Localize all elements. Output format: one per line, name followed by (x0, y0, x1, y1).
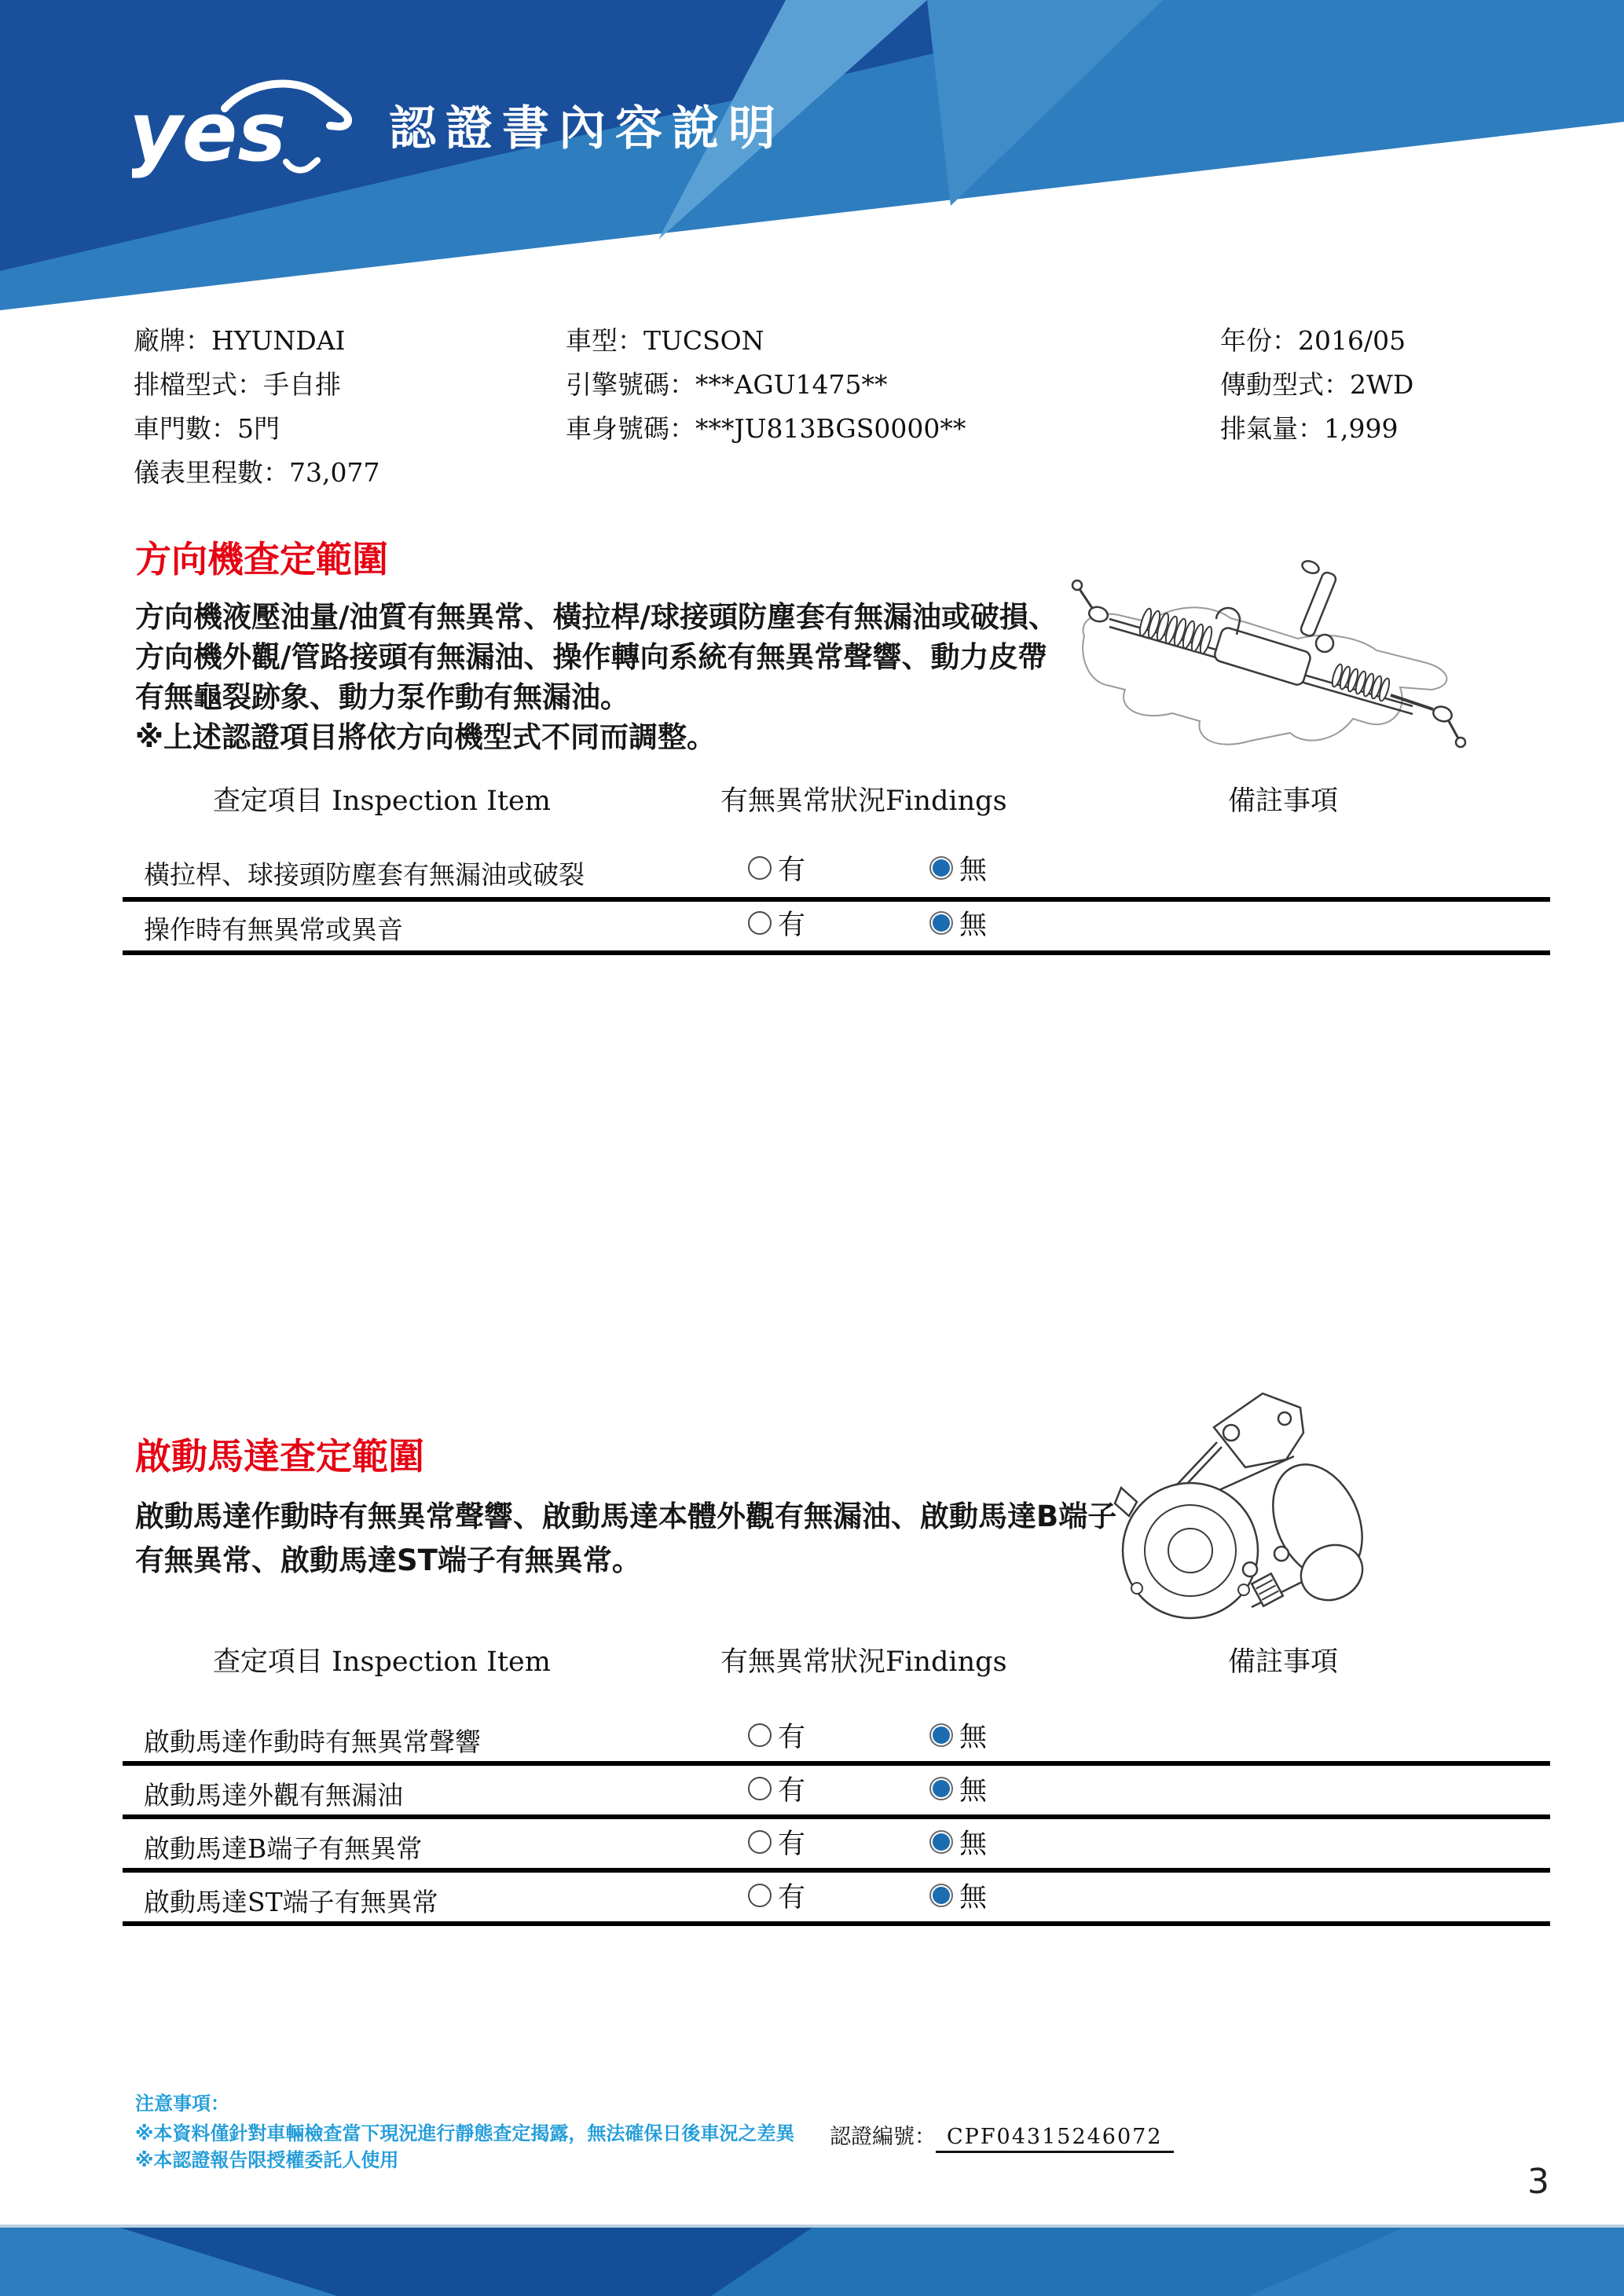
section-description-line: 有無異常、啟動馬達ST端子有無異常。 (135, 1543, 641, 1577)
radio-no[interactable] (929, 1723, 953, 1747)
cert-number-line (830, 2119, 1174, 2150)
inspection-item-label: 操作時有無異常或異音 (144, 914, 403, 945)
radio-yes-label: 有 (778, 1829, 806, 1860)
finding-no (929, 852, 987, 884)
radio-yes-label: 有 (778, 1882, 806, 1913)
finding-yes (748, 907, 805, 939)
footer-banner (0, 2225, 1624, 2296)
engine-number-field: 引擎號碼：***AGU1475** (566, 369, 888, 400)
header-banner (0, 0, 1624, 369)
yes-logo (132, 72, 383, 178)
row-divider (123, 1868, 1550, 1873)
drivetrain-field: 傳動型式：2WD (1220, 369, 1414, 400)
door-count-field: 車門數：5門 (134, 413, 280, 444)
radio-yes[interactable] (748, 1723, 772, 1747)
column-header-findings: 有無異常狀況Findings (720, 1646, 1007, 1678)
year-field: 年份：2016/05 (1220, 325, 1406, 356)
row-divider (123, 1761, 1550, 1766)
body-number-field: 車身號碼：***JU813BGS0000** (566, 413, 966, 444)
cert-number: CPF04315246072 (936, 2125, 1174, 2153)
radio-yes[interactable] (748, 1777, 772, 1800)
logo-text: yes (132, 84, 287, 178)
mileage-field: 儀表里程數：73,077 (134, 457, 380, 488)
section-description-line: 有無龜裂跡象、動力泵作動有無漏油。 (135, 680, 629, 714)
radio-no-label: 無 (959, 1829, 988, 1860)
column-header-findings: 有無異常狀況Findings (720, 785, 1007, 817)
row-divider (123, 897, 1550, 902)
section-description-line: 啟動馬達作動時有無異常聲響、啟動馬達本體外觀有無漏油、啟動馬達B端子 (135, 1500, 1117, 1533)
radio-yes-label: 有 (778, 1722, 806, 1753)
gearbox-type-field: 排檔型式：手自排 (134, 369, 341, 400)
notice-title: 注意事項： (135, 2093, 229, 2115)
page-title: 認證書內容說明 (389, 101, 785, 156)
radio-yes[interactable] (748, 856, 772, 880)
finding-no (929, 1719, 987, 1751)
column-header-item: 查定項目 Inspection Item (213, 785, 551, 817)
model-field: 車型：TUCSON (566, 325, 764, 356)
finding-yes (748, 1826, 805, 1858)
radio-yes-label: 有 (778, 1775, 806, 1807)
brand-field: 廠牌：HYUNDAI (134, 325, 346, 356)
radio-no-label: 無 (959, 1722, 988, 1753)
inspection-item-label: 啟動馬達ST端子有無異常 (144, 1887, 438, 1917)
radio-yes[interactable] (748, 911, 772, 935)
displacement-field: 排氣量：1,999 (1220, 413, 1399, 444)
column-header-remarks: 備註事項 (1228, 785, 1339, 817)
notice-line: ※本資料僅針對車輛檢查當下現況進行靜態查定揭露，無法確保日後車況之差異 (135, 2122, 795, 2144)
radio-no[interactable] (929, 1777, 953, 1800)
finding-yes (748, 1880, 805, 1911)
inspection-item-label: 橫拉桿、球接頭防塵套有無漏油或破裂 (144, 859, 585, 890)
notice-line: ※本認證報告限授權委託人使用 (135, 2149, 399, 2171)
page-number: 3 (1527, 2162, 1549, 2202)
starter-motor-illustration (1096, 1384, 1410, 1635)
section-description-line: ※上述認證項目將依方向機型式不同而調整。 (135, 720, 716, 754)
finding-yes (748, 1773, 806, 1807)
section-title-steering: 方向機查定範圍 (135, 538, 388, 580)
radio-no[interactable] (929, 911, 953, 935)
cert-label: 認證編號： (830, 2125, 936, 2149)
radio-yes[interactable] (748, 1884, 772, 1907)
inspection-item-label: 啟動馬達B端子有無異常 (144, 1833, 423, 1864)
section-description-line: 方向機液壓油量/油質有無異常、橫拉桿/球接頭防塵套有無漏油或破損、 (135, 600, 1058, 634)
steering-rack-illustration (1061, 544, 1485, 764)
finding-no (929, 907, 987, 939)
radio-no-label: 無 (959, 910, 988, 941)
finding-yes (748, 1719, 805, 1751)
finding-no (929, 1773, 988, 1807)
finding-yes (748, 852, 805, 884)
radio-no[interactable] (929, 1830, 953, 1854)
radio-no[interactable] (929, 1884, 953, 1907)
column-header-item: 查定項目 Inspection Item (213, 1646, 551, 1678)
radio-no-label: 無 (959, 1775, 988, 1807)
radio-no[interactable] (929, 856, 953, 880)
column-header-remarks: 備註事項 (1228, 1646, 1339, 1678)
row-divider (123, 1921, 1550, 1926)
finding-no (929, 1880, 987, 1911)
radio-no-label: 無 (959, 855, 988, 886)
radio-yes-label: 有 (778, 910, 806, 941)
inspection-item-label: 啟動馬達作動時有無異常聲響 (144, 1727, 481, 1757)
row-divider (123, 1814, 1550, 1819)
radio-yes[interactable] (748, 1830, 772, 1854)
section-description-line: 方向機外觀/管路接頭有無漏油、操作轉向系統有無異常聲響、動力皮帶 (135, 640, 1047, 674)
radio-yes-label: 有 (778, 855, 806, 886)
section-title-starter: 啟動馬達查定範圍 (135, 1435, 424, 1478)
radio-no-label: 無 (959, 1882, 988, 1913)
row-divider (123, 950, 1550, 955)
inspection-item-label: 啟動馬達外觀有無漏油 (144, 1780, 403, 1811)
finding-no (929, 1826, 987, 1858)
